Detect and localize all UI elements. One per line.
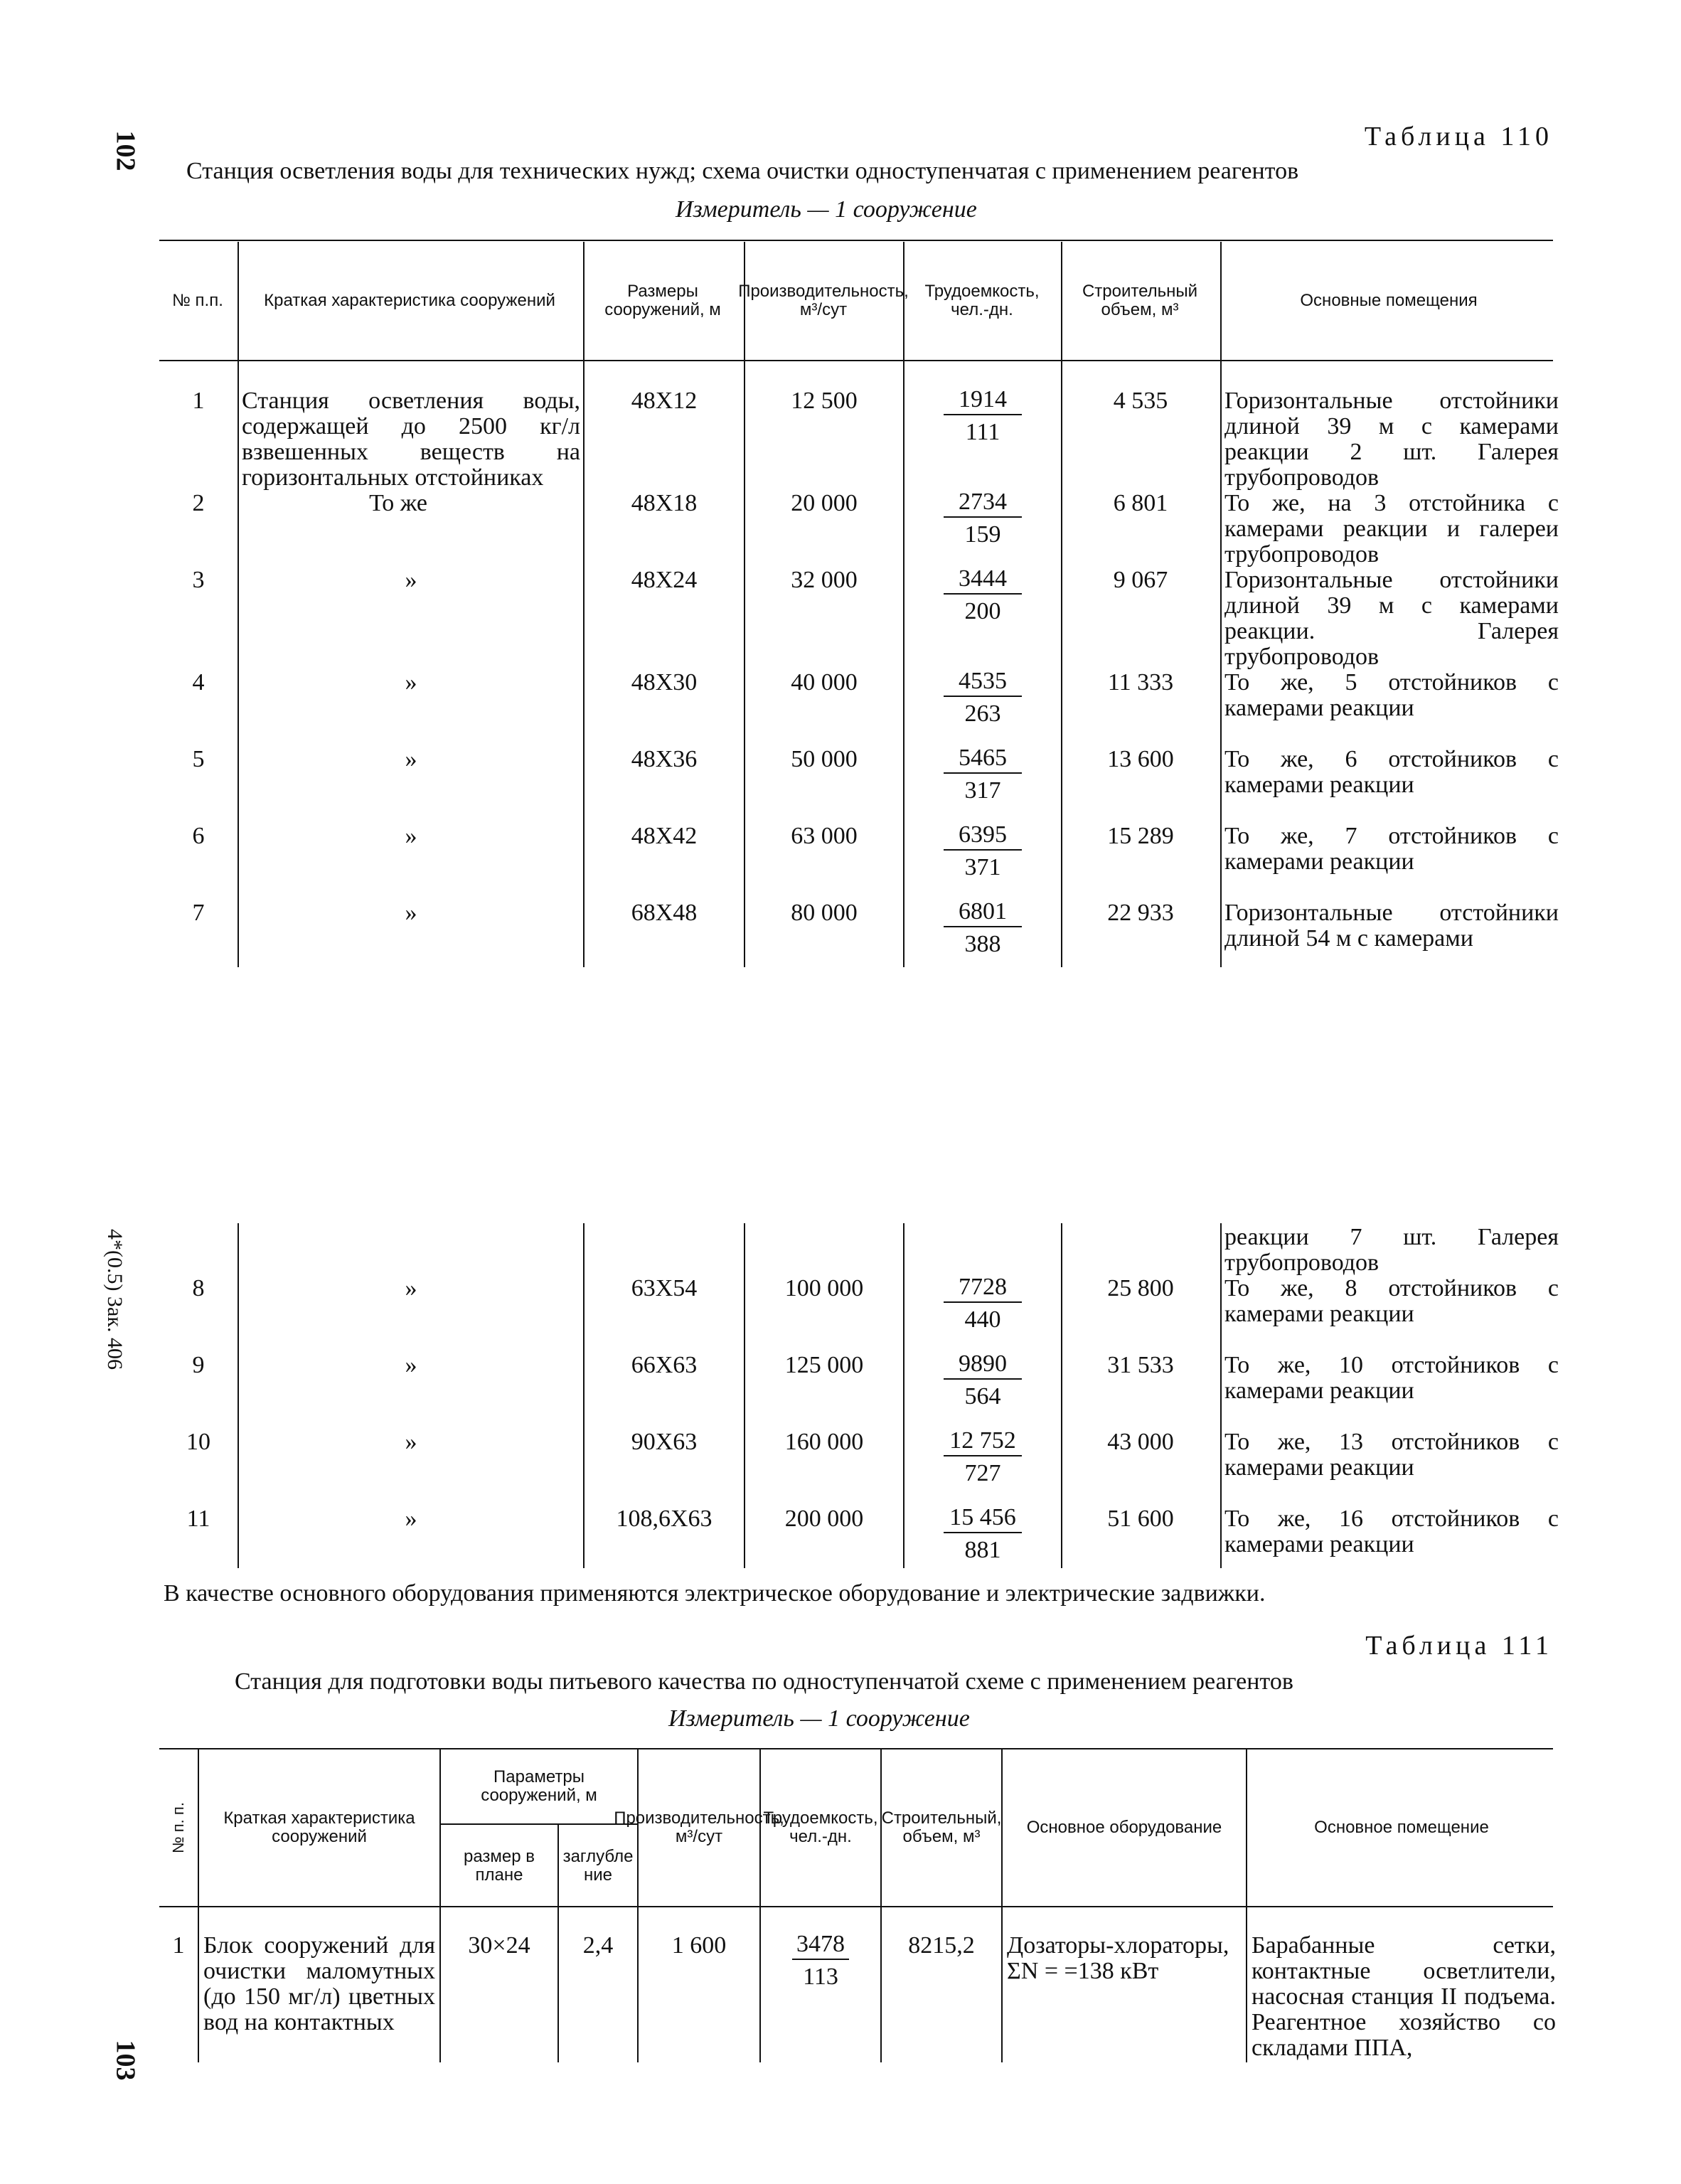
t110-row9-labor: $\frac{9890}{564}$ — [904, 1350, 1061, 1414]
t110-row4-desc: » — [405, 669, 417, 696]
t110-row10-cap: 160 000 — [784, 1429, 864, 1455]
t110-row6-desc: » — [405, 823, 417, 849]
t111-header-capacity: Производительность, м³/сут — [614, 1809, 784, 1846]
t110-row6-num: 6 — [192, 823, 205, 849]
t110-row5-rooms: То же, 6 отстойников с камерами реакции — [1224, 746, 1559, 798]
t110-row6-labor: $\frac{6395}{371}$ — [904, 821, 1061, 885]
t110-row5-vol: 13 600 — [1107, 746, 1174, 772]
t110-row7-vol: 22 933 — [1107, 900, 1174, 926]
table110-title: Станция осветления воды для технических нужд; схема очистки одноступенчатая с применением реагентов — [186, 158, 1299, 184]
t110-row2-num: 2 — [192, 490, 205, 516]
t110-row4-rooms: То же, 5 отстойников с камерами реакции — [1224, 669, 1559, 721]
t110-row3-labor: $\frac{3444}{200}$ — [904, 565, 1061, 629]
t110-row6-rooms: То же, 7 отстойников с камерами реакции — [1224, 823, 1559, 875]
t110-row7-rooms: Горизонтальные отстойники длиной 54 м с камерами — [1224, 900, 1559, 952]
t110-row1-size: 48X12 — [631, 388, 698, 414]
t110-row1-num: 1 — [192, 388, 205, 414]
t111-header-equipment: Основное оборудование — [1026, 1818, 1222, 1837]
t110-row7-num: 7 — [192, 900, 205, 926]
t110-row7-labor: $\frac{6801}{388}$ — [904, 897, 1061, 962]
table110-number: Таблица 110 — [1364, 122, 1553, 151]
t110-row4-num: 4 — [192, 669, 205, 696]
t110-row8-labor: $\frac{7728}{440}$ — [904, 1273, 1061, 1337]
t111-header-depth: заглубление — [562, 1847, 634, 1885]
t110-row6-vol: 15 289 — [1107, 823, 1174, 849]
t110-row4-size: 48X30 — [631, 669, 698, 696]
t110-row1-rooms: Горизонтальные отстойники длиной 39 м с камерами реакции 2 шт. Галерея трубопроводов — [1224, 388, 1559, 491]
table110-measure: Измеритель — 1 сооружение — [676, 196, 977, 223]
t110-row10-num: 10 — [186, 1429, 210, 1455]
print-mark: 4*(0.5) Зак. 406 — [102, 1229, 127, 1370]
t110-row2-desc: То же — [369, 490, 427, 516]
t110-row1-vol: 4 535 — [1113, 388, 1168, 414]
table111-number: Таблица 111 — [1365, 1631, 1553, 1661]
t111-row1-desc: Блок сооружений для очистки маломутных (до 150 мг/л) цветных вод на контактных — [203, 1932, 435, 2035]
t110-row3-size: 48X24 — [631, 567, 698, 593]
t110-row1-cap: 12 500 — [791, 388, 858, 414]
t110-row1-desc: Станция осветления воды, содержащей до 2500 кг/л взвешенных веществ на горизонтальных отстойниках — [242, 388, 580, 491]
t110-header-labor: Трудоемкость, чел.-дн. — [924, 282, 1040, 319]
t110-row5-desc: » — [405, 746, 417, 772]
t110-row8-vol: 25 800 — [1107, 1275, 1174, 1301]
t110-row9-size: 66X63 — [631, 1352, 698, 1378]
t110-row2-cap: 20 000 — [791, 490, 858, 516]
table111-measure: Измеритель — 1 сооружение — [668, 1705, 970, 1732]
t110-row10-labor: $\frac{12 752}{727}$ — [904, 1427, 1061, 1491]
t110-header-volume: Строительный объем, м³ — [1082, 282, 1198, 319]
t110-row5-num: 5 — [192, 746, 205, 772]
t111-header-params: Параметры сооружений, м — [481, 1767, 597, 1805]
t110-row8-num: 8 — [192, 1275, 205, 1301]
t111-row1-equipment: Дозаторы-хлораторы, ΣN = =138 кВт — [1007, 1932, 1229, 1984]
t110-row8-cap: 100 000 — [784, 1275, 864, 1301]
page-number-left: 102 — [110, 130, 141, 171]
t110-row3-desc: » — [405, 567, 417, 593]
t110-header-capacity: Производительность, м³/сут — [738, 282, 909, 319]
t110-row11-cap: 200 000 — [784, 1506, 864, 1532]
t111-header-rooms: Основное помещение — [1314, 1818, 1489, 1837]
t111-header-labor: Трудоемкость, чел.-дн. — [763, 1809, 878, 1846]
t110-row7-desc: » — [405, 900, 417, 926]
t110-row11-size: 108,6X63 — [616, 1506, 713, 1532]
t111-row1-num: 1 — [172, 1932, 185, 1959]
t110-row4-labor: $\frac{4535}{263}$ — [904, 667, 1061, 731]
t110-header-desc: Краткая характеристика сооружений — [264, 291, 555, 310]
t110-row8-desc: » — [405, 1275, 417, 1301]
t110-row3-rooms: Горизонтальные отстойники длиной 39 м с камерами реакции. Галерея трубопроводов — [1224, 567, 1559, 670]
t110-row4-vol: 11 333 — [1107, 669, 1174, 696]
t110-row7-cap: 80 000 — [791, 900, 858, 926]
t111-row1-plan: 30×24 — [468, 1932, 530, 1959]
t111-row1-vol: 8215,2 — [908, 1932, 975, 1959]
t110-row6-size: 48X42 — [631, 823, 698, 849]
t110-row5-labor: $\frac{5465}{317}$ — [904, 744, 1061, 808]
page-number-right: 103 — [110, 2040, 141, 2081]
t110-row11-labor: $\frac{15 456}{881}$ — [904, 1503, 1061, 1567]
t110-row10-desc: » — [405, 1429, 417, 1455]
t111-row1-labor: $\frac{3478}{113}$ — [761, 1930, 880, 1994]
t110-row9-num: 9 — [192, 1352, 205, 1378]
t110-row3-num: 3 — [192, 567, 205, 593]
t111-header-desc: Краткая характеристика сооружений — [223, 1809, 415, 1846]
t110-row1-labor: $\frac{1914}{111}$ — [904, 385, 1061, 449]
t110-row4-cap: 40 000 — [791, 669, 858, 696]
t110-row3-vol: 9 067 — [1113, 567, 1168, 593]
table110-note: В качестве основного оборудования применяются электрическое оборудование и электрические задвижки. — [164, 1580, 1266, 1607]
t111-row1-depth: 2,4 — [582, 1932, 614, 1959]
t110-header-rooms: Основные помещения — [1300, 291, 1478, 310]
t110-row6-cap: 63 000 — [791, 823, 858, 849]
t110-header-size: Размеры сооружений, м — [604, 282, 721, 319]
t110-header-num: № п.п. — [172, 291, 223, 310]
t110-row9-vol: 31 533 — [1107, 1352, 1174, 1378]
t110-row10-rooms: То же, 13 отстойников с камерами реакции — [1224, 1429, 1559, 1481]
t110-row10-vol: 43 000 — [1107, 1429, 1174, 1455]
t110-row3-cap: 32 000 — [791, 567, 858, 593]
table111-title: Станция для подготовки воды питьевого качества по одноступенчатой схеме с применением реагентов — [235, 1668, 1293, 1695]
t111-header-num: № п. п. — [169, 1802, 188, 1853]
t110-row8-rooms: То же, 8 отстойников с камерами реакции — [1224, 1275, 1559, 1327]
t110-row2-vol: 6 801 — [1113, 490, 1168, 516]
t110-row8-size: 63X54 — [631, 1275, 698, 1301]
t110-row11-num: 11 — [186, 1506, 210, 1532]
t110-row10-size: 90X63 — [631, 1429, 698, 1455]
t110-row11-rooms: То же, 16 отстойников с камерами реакции — [1224, 1506, 1559, 1557]
t110-row7-size: 68X48 — [631, 900, 698, 926]
t110-row11-desc: » — [405, 1506, 417, 1532]
t111-header-volume: Строительный, объем, м³ — [881, 1809, 1002, 1846]
t111-header-plan: размер в плане — [463, 1847, 535, 1885]
t110-row5-size: 48X36 — [631, 746, 698, 772]
t110-row2-rooms: То же, на 3 отстойника с камерами реакции и галереи трубопроводов — [1224, 490, 1559, 568]
t110-row5-cap: 50 000 — [791, 746, 858, 772]
t110-row9-desc: » — [405, 1352, 417, 1378]
t110-row9-rooms: То же, 10 отстойников с камерами реакции — [1224, 1352, 1559, 1404]
t110-cont-rooms: реакции 7 шт. Галерея трубопроводов — [1224, 1224, 1559, 1276]
t110-row2-size: 48X18 — [631, 490, 698, 516]
t110-row11-vol: 51 600 — [1107, 1506, 1174, 1532]
t110-row2-labor: $\frac{2734}{159}$ — [904, 488, 1061, 552]
t111-row1-cap: 1 600 — [671, 1932, 727, 1959]
t111-row1-rooms: Барабанные сетки, контактные осветлители, насосная станция II подъема. Реагентное хозяйство со складами ППА, — [1252, 1932, 1556, 2061]
t110-row9-cap: 125 000 — [784, 1352, 864, 1378]
